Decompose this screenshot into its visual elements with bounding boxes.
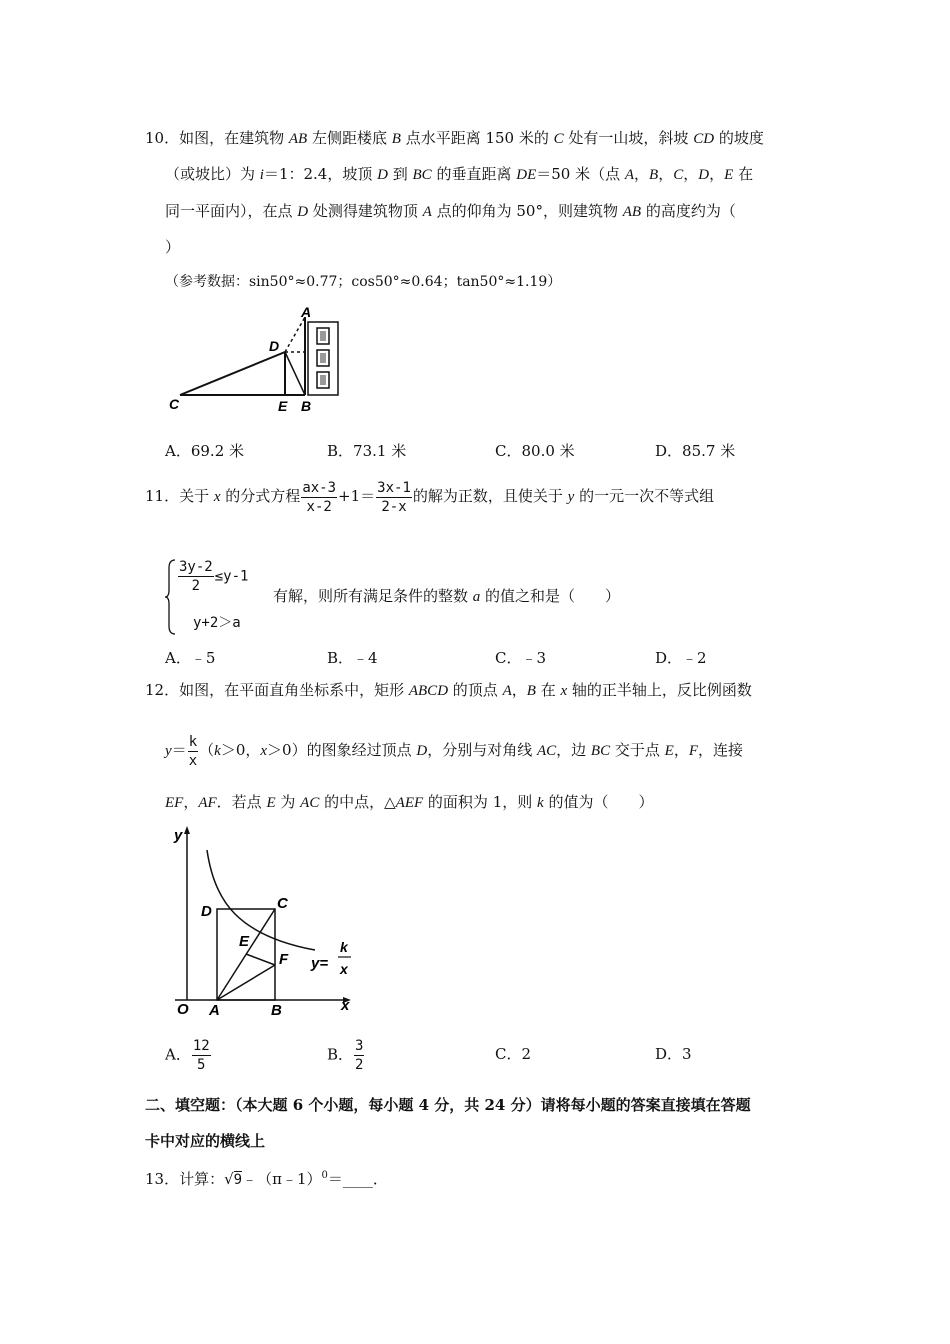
q10-line-2: （或坡比）为 i＝1：2.4，坡顶 D 到 BC 的垂直距离 DE＝50 米（点 A，B，C，D，E 在 (165, 165, 754, 183)
answer-blank[interactable]: ____ (342, 1170, 373, 1188)
label-d: D (269, 338, 280, 354)
label-b: B (301, 398, 312, 414)
q10-option-b[interactable]: B．73.1 米 (327, 442, 407, 460)
q10-option-d[interactable]: D．85.7 米 (655, 442, 736, 460)
svg-text:O: O (177, 1001, 189, 1018)
svg-text:k: k (340, 939, 348, 955)
q11-option-d[interactable]: D．﹣2 (655, 649, 707, 667)
sqrt-sign: √ (224, 1170, 234, 1188)
q12-line-2: y＝ $\frac{k}{x}$ （k＞0，x＞0）的图象经过顶点 D，分别与对角线 AC，边 BC 交于点 E，F，连接 (165, 733, 744, 769)
q10-line-3: 同一平面内），在点 D 处测得建筑物顶 A 点的仰角为 50°，则建筑物 AB 的高度约为（ (165, 202, 736, 220)
y-axis-arrow (184, 826, 190, 834)
q12-option-c[interactable]: C．2 (495, 1045, 532, 1063)
svg-text:y: y (174, 827, 183, 844)
brace (165, 558, 177, 636)
q10-line-4: ） (165, 238, 181, 256)
svg-text:F: F (279, 951, 289, 968)
q10-reference-data: （参考数据：sin50°≈0.77；cos50°≈0.64；tan50°≈1.19） (165, 274, 562, 290)
svg-text:C: C (277, 895, 288, 912)
q11-line-2: 有解，则所有满足条件的整数 a 的值之和是（ ） (273, 587, 621, 605)
sight-da (285, 317, 305, 352)
section2-heading-line-2: 卡中对应的横线上 (145, 1132, 266, 1150)
q10-figure (165, 305, 365, 415)
q12-line-1: 12．如图，在平面直角坐标系中，矩形 ABCD 的顶点 A，B 在 x 轴的正半轴上，反比例函数 (145, 681, 752, 699)
label-a: A (301, 305, 312, 320)
svg-text:y=: y= (311, 955, 329, 972)
q10-line-1: 10．如图，在建筑物 AB 左侧距楼底 B 点水平距离 150 米的 C 处有一山坡，斜坡 CD 的坡度 (145, 129, 764, 147)
q12-figure (165, 822, 365, 1022)
label-c: C (169, 396, 180, 412)
svg-text:A: A (209, 1002, 220, 1019)
svg-text:x: x (341, 997, 350, 1014)
q12-option-d[interactable]: D．3 (655, 1045, 692, 1063)
q10-option-a[interactable]: A．69.2 米 (165, 442, 244, 460)
svg-text:B: B (271, 1002, 282, 1019)
q11-option-a[interactable]: A．﹣5 (165, 649, 216, 667)
svg-text:D: D (201, 903, 212, 920)
q11-line-1: 11．关于 x 的分式方程 $\frac{ax-3}{x-2}$ +1＝ $\frac{3x-1}{2-x}$ 的解为正数，且使关于 y 的一元一次不等式组 (145, 479, 715, 515)
segment-db (285, 352, 305, 395)
fraction-k-x: $\frac{k}{x}$ (188, 733, 198, 769)
q10-option-c[interactable]: C．80.0 米 (495, 442, 575, 460)
label-e: E (278, 398, 288, 414)
q12-option-b[interactable]: B． $\frac{3}{2}$ (327, 1038, 364, 1073)
q12-line-3: EF，AF．若点 E 为 AC 的中点，△AEF 的面积为 1，则 k 的值为（ ） (165, 793, 654, 811)
q11-option-b[interactable]: B．﹣4 (327, 649, 378, 667)
q12-option-a[interactable]: A． $\frac{12}{5}$ (165, 1038, 210, 1073)
section2-heading-line-1: 二、填空题：（本大题 6 个小题，每小题 4 分，共 24 分）请将每小题的答案直接填在答题 (145, 1096, 751, 1114)
fraction-2: $\frac{3x-1}{2-x}$ (377, 479, 411, 515)
svg-text:E: E (239, 933, 250, 950)
fraction-3: $\frac{3y-2}{2}$ (179, 559, 213, 594)
segment-ef (246, 954, 275, 965)
svg-text:x: x (340, 961, 348, 977)
slope-cd (180, 352, 285, 395)
q11-option-c[interactable]: C．﹣3 (495, 649, 547, 667)
q13-line: 13．计算：√9﹣（π﹣1）$^0$＝____． (145, 1170, 388, 1188)
segment-af (217, 965, 275, 1000)
hyperbola-curve (207, 850, 315, 950)
fraction-1: $\frac{ax-3}{x-2}$ (302, 479, 337, 515)
